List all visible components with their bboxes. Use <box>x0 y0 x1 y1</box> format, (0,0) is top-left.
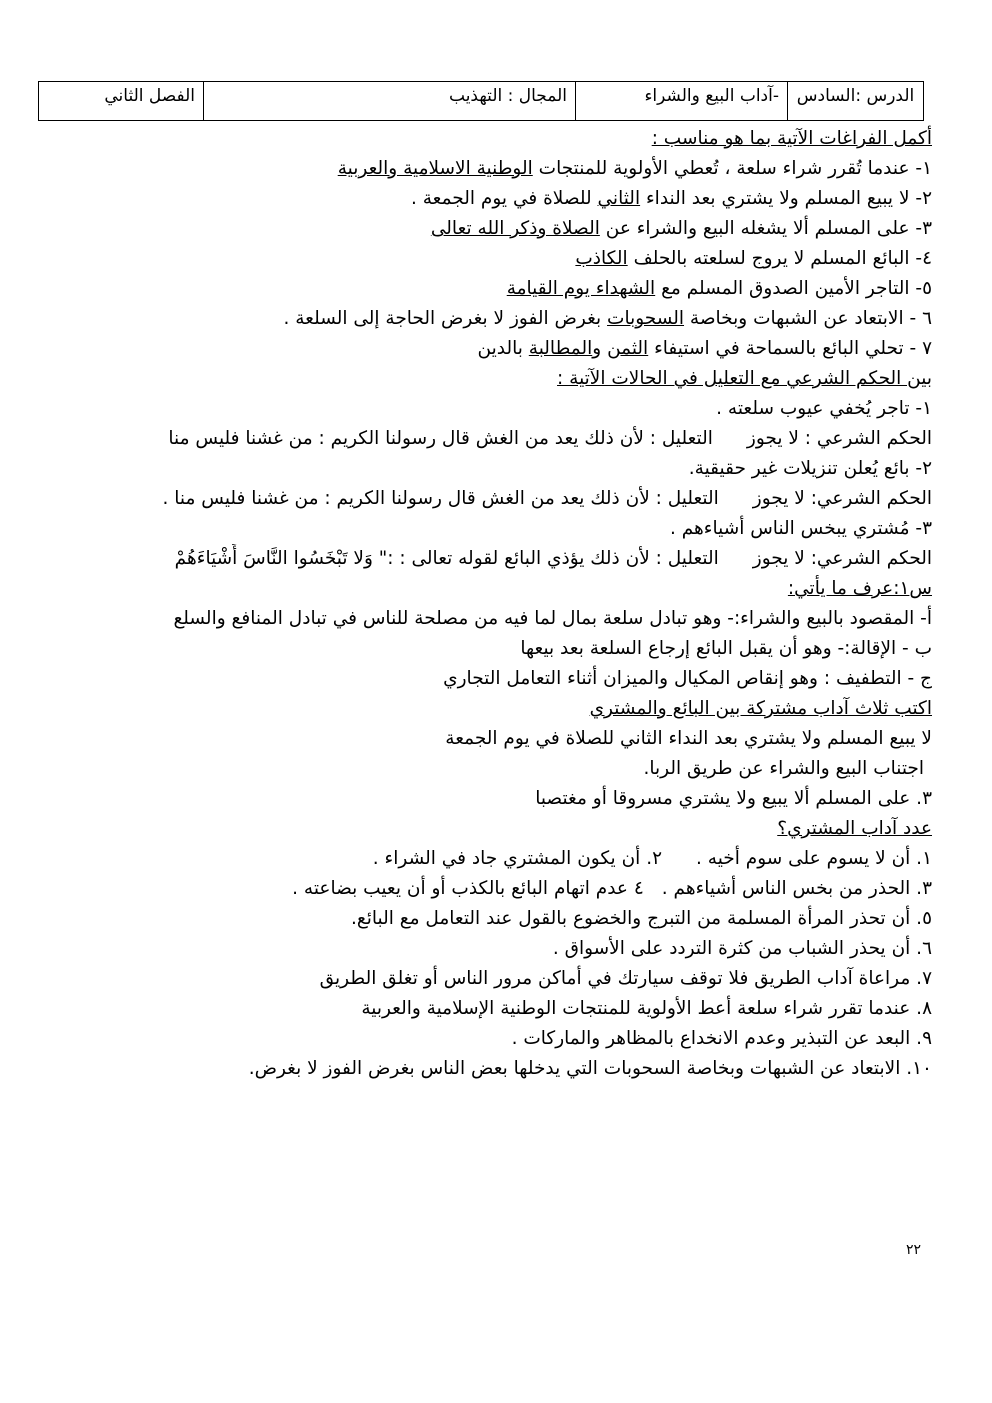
fill-item-1: ١- عندما تُقرر شراء سلعة ، تُعطي الأولوية للمنتجات الوطنية الاسلامية والعربية <box>337 158 932 179</box>
answer: الثمن <box>607 338 649 359</box>
buyer-etiquette-7: ٧. مراعاة آداب الطريق فلا توقف سيارتك في أماكن مرور الناس أو تغلق الطريق <box>319 968 932 989</box>
case-3: ٣- مُشتري يبخس الناس أشياءهم . <box>669 518 932 539</box>
answer: الوطنية الاسلامية والعربية <box>337 158 533 179</box>
lesson-title: -آداب البيع والشراء <box>575 82 787 120</box>
buyer-etiquette-8: ٨. عندما تقرر شراء سلعة أعط الأولوية للمنتجات الوطنية الإسلامية والعربية <box>361 998 932 1019</box>
buyer-etiquette-3-4: ٣. الحذر من بخس الناس أشياءهم .٤ عدم اتهام البائع بالكذب أو أن يعيب بضاعته . <box>292 878 932 899</box>
section-shared-etiquette-heading: اكتب ثلاث آداب مشتركة بين البائع والمشتري <box>589 698 932 719</box>
answer: المطالبة <box>528 338 593 359</box>
worksheet-body <box>60 124 932 1084</box>
fill-item-6: ٦ - الابتعاد عن الشبهات وبخاصة السحوبات بغرض الفوز لا بغرض الحاجة إلى السلعة . <box>283 308 932 329</box>
semester: الفصل الثاني <box>104 86 195 106</box>
case-1-ruling: الحكم الشرعي : لا يجوزالتعليل : لأن ذلك يعد من الغش قال رسولنا الكريم : من غشنا فليس منا <box>168 428 932 449</box>
fill-item-4: ٤- البائع المسلم لا يروج لسلعته بالحلف الكاذب <box>575 248 932 269</box>
case-3-ruling: الحكم الشرعي: لا يجوزالتعليل : لأن ذلك يؤذي البائع لقوله تعالى : :" وَلا تَبْخَسُوا النَّاسَ أَشْيَاءَهُمْ <box>174 548 932 569</box>
shared-etiquette-3: ٣. على المسلم ألا يبيع ولا يشتري مسروقا أو مغتصبا <box>535 788 932 809</box>
page-number: ٢٢ <box>906 1242 922 1258</box>
definition-c: ج - التطفيف : وهو إنقاص المكيال والميزان أثناء التعامل التجاري <box>443 668 932 689</box>
answer: الشهداء يوم القيامة <box>506 278 656 299</box>
answer: الصلاة وذكر الله تعالى <box>430 218 600 239</box>
buyer-etiquette-10: ١٠. الابتعاد عن الشبهات وبخاصة السحوبات التي يدخلها بعض الناس بغرض الفوز لا بغرض. <box>248 1058 932 1079</box>
answer: السحوبات <box>607 308 685 329</box>
shared-etiquette-1: لا يبيع المسلم ولا يشتري بعد النداء الثاني للصلاة في يوم الجمعة <box>445 728 932 749</box>
case-1: ١- تاجر يُخفي عيوب سلعته . <box>716 398 932 419</box>
buyer-etiquette-6: ٦. أن يحذر الشباب من كثرة التردد على الأسواق . <box>552 938 932 959</box>
section-define-heading: س١:عرف ما يأتي: <box>787 578 932 599</box>
answer: الثاني <box>597 188 641 209</box>
answer: الكاذب <box>575 248 628 269</box>
fill-item-7: ٧ - تحلي البائع بالسماحة في استيفاء الثمن والمطالبة بالدين <box>477 338 932 359</box>
section-fill-blanks-heading: أكمل الفراغات الآتية بما هو مناسب : <box>651 128 932 149</box>
definition-b: ب - الإقالة:- وهو أن يقبل البائع إرجاع السلعة بعد بيعها <box>520 638 932 659</box>
section-ruling-heading: بين الحكم الشرعي مع التعليل في الحالات الآتية : <box>557 368 932 389</box>
definition-a: أ- المقصود بالبيع والشراء:- وهو تبادل سلعة بمال لما فيه من مصلحة للناس في تبادل المنافع والسلع <box>173 608 932 629</box>
section-buyer-etiquette-heading: عدد آداب المشتري؟ <box>777 818 932 839</box>
lesson-number: الدرس :السادس <box>787 82 923 120</box>
fill-item-3: ٣- على المسلم ألا يشغله البيع والشراء عن الصلاة وذكر الله تعالى <box>430 218 932 239</box>
case-2: ٢- بائع يُعلن تنزيلات غير حقيقية. <box>688 458 932 479</box>
buyer-etiquette-1-2: ١. أن لا يسوم على سوم أخيه .٢. أن يكون المشتري جاد في الشراء . <box>372 848 932 869</box>
field-name: المجال : التهذيب <box>203 82 575 120</box>
fill-item-2: ٢- لا يبيع المسلم ولا يشتري بعد النداء الثاني للصلاة في يوم الجمعة . <box>411 188 932 209</box>
buyer-etiquette-9: ٩. البعد عن التبذير وعدم الانخداع بالمظاهر والماركات . <box>511 1028 932 1049</box>
shared-etiquette-2: اجتناب البيع والشراء عن طريق الربا. <box>643 758 924 779</box>
lesson-header-table <box>38 81 924 121</box>
fill-item-5: ٥- التاجر الأمين الصدوق المسلم مع الشهداء يوم القيامة <box>506 278 932 299</box>
case-2-ruling: الحكم الشرعي: لا يجوزالتعليل : لأن ذلك يعد من الغش قال رسولنا الكريم : من غشنا فليس منا . <box>162 488 932 509</box>
buyer-etiquette-5: ٥. أن تحذر المرأة المسلمة من التبرج والخضوع بالقول عند التعامل مع البائع. <box>350 908 932 929</box>
